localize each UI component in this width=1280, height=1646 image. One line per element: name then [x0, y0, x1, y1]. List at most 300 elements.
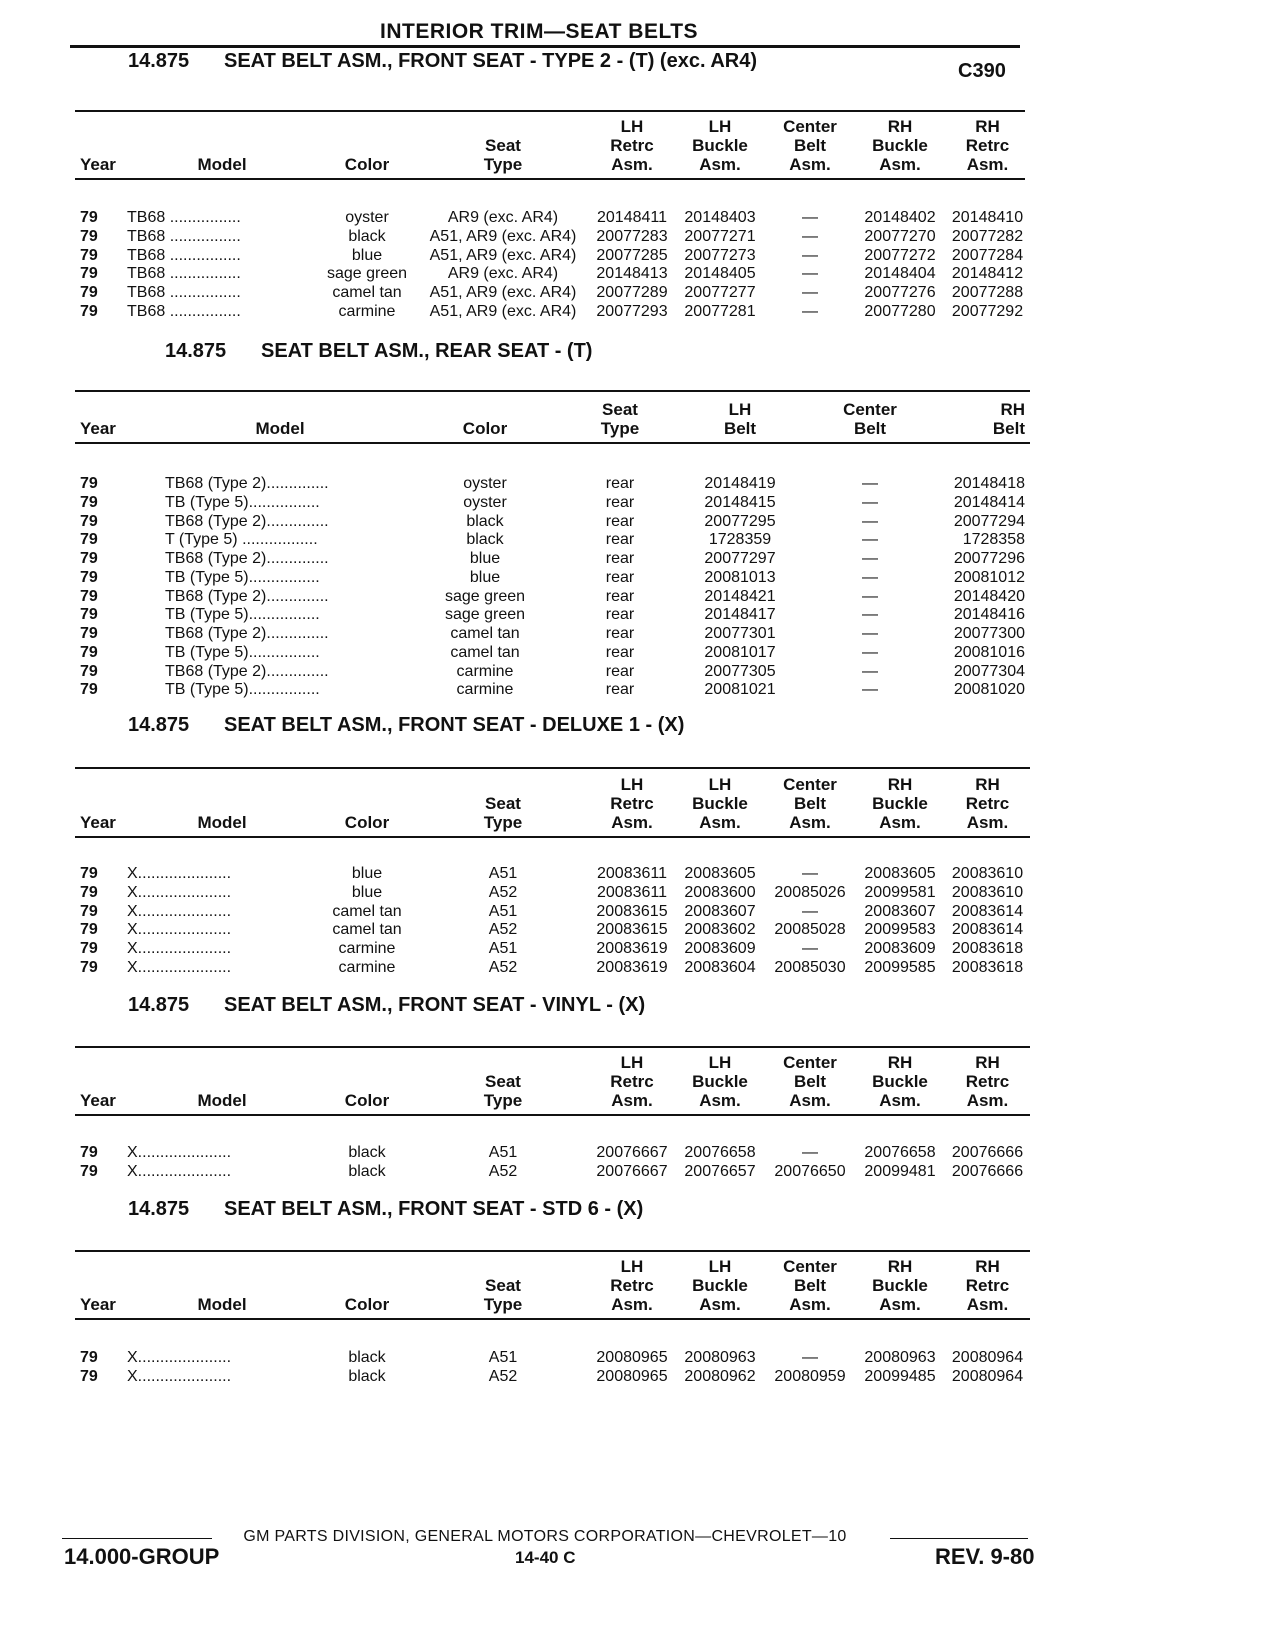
table-cell: AR9 (exc. AR4): [447, 209, 559, 226]
year-cell: 79: [80, 209, 98, 226]
table-cell: rear: [605, 644, 635, 661]
table-cell: rear: [605, 606, 635, 623]
column-header: Color: [344, 813, 390, 832]
table-cell: 20081017: [704, 644, 776, 661]
year-cell: 79: [80, 475, 98, 492]
table-cell: —: [802, 903, 818, 920]
table-cell: 20099581: [864, 884, 936, 901]
table-cell: rear: [605, 494, 635, 511]
table-cell: 20148416: [953, 606, 1025, 623]
table-row: [0, 902, 1280, 921]
table-row: [0, 605, 1280, 624]
model-cell: TB68 ................: [127, 247, 241, 264]
table-cell: 20083610: [951, 884, 1024, 901]
year-cell: 79: [80, 265, 98, 282]
table-row: [0, 864, 1280, 883]
table-cell: —: [802, 865, 818, 882]
header-bottom-rule: [75, 178, 1025, 180]
year-cell: 79: [80, 884, 98, 901]
table-cell: 20077294: [953, 513, 1025, 530]
column-header: LH Buckle Asm.: [692, 775, 748, 832]
table-cell: rear: [605, 550, 635, 567]
section-title: SEAT BELT ASM., FRONT SEAT - DELUXE 1 - (X): [224, 714, 685, 736]
table-cell: 20148412: [951, 265, 1024, 282]
table-cell: 20148417: [704, 606, 776, 623]
year-cell: 79: [80, 228, 98, 245]
table-row: [0, 1162, 1280, 1181]
table-cell: —: [862, 606, 878, 623]
table-cell: A52: [488, 959, 518, 976]
table-row: [0, 568, 1280, 587]
table-cell: 20077273: [684, 247, 756, 264]
year-cell: 79: [80, 1163, 98, 1180]
column-header: Seat Type: [483, 794, 523, 832]
table-cell: —: [802, 940, 818, 957]
column-header: Year: [80, 813, 116, 832]
table-cell: rear: [605, 513, 635, 530]
table-cell: 20080965: [596, 1368, 668, 1385]
table-cell: 20083605: [684, 865, 756, 882]
table-cell: 20077282: [951, 228, 1024, 245]
model-cell: TB (Type 5)................: [165, 606, 320, 623]
model-cell: TB68 (Type 2)..............: [165, 475, 329, 492]
table-row: [0, 493, 1280, 512]
table-row: [0, 1367, 1280, 1386]
year-cell: 79: [80, 865, 98, 882]
table-cell: 20077305: [704, 663, 776, 680]
table-cell: 20077296: [953, 550, 1025, 567]
model-cell: X.....................: [127, 959, 232, 976]
table-cell: A51, AR9 (exc. AR4): [429, 228, 577, 245]
footer-rule-right: [890, 1538, 1028, 1539]
table-cell: —: [862, 625, 878, 642]
table-cell: AR9 (exc. AR4): [447, 265, 559, 282]
table-row: [0, 474, 1280, 493]
table-cell: 20080965: [596, 1349, 668, 1366]
section-title: SEAT BELT ASM., FRONT SEAT - VINYL - (X): [224, 994, 646, 1016]
table-cell: 20080964: [951, 1349, 1024, 1366]
column-header: LH Retrc Asm.: [610, 1257, 654, 1314]
table-cell: 20083615: [596, 921, 668, 938]
table-cell: —: [802, 247, 818, 264]
column-header: Model: [197, 1091, 247, 1110]
model-cell: X.....................: [127, 940, 232, 957]
table-cell: rear: [605, 531, 635, 548]
section-number: 14.875: [128, 994, 190, 1016]
table-cell: 20099585: [864, 959, 936, 976]
year-cell: 79: [80, 569, 98, 586]
table-cell: 20077292: [951, 303, 1024, 320]
column-header: RH Retrc Asm.: [965, 1257, 1010, 1314]
table-cell: 20076658: [864, 1144, 936, 1161]
year-cell: 79: [80, 1144, 98, 1161]
table-top-rule: [75, 1046, 1030, 1048]
column-header: Center Belt: [843, 400, 897, 438]
column-header: Center Belt Asm.: [783, 117, 837, 174]
table-row: [0, 302, 1280, 321]
section-title: SEAT BELT ASM., FRONT SEAT - STD 6 - (X): [224, 1198, 644, 1220]
column-header: Model: [255, 419, 305, 438]
table-cell: 20083607: [684, 903, 756, 920]
column-header: Color: [462, 419, 508, 438]
table-cell: —: [862, 550, 878, 567]
table-cell: 20083607: [864, 903, 936, 920]
column-header: Center Belt Asm.: [783, 1053, 837, 1110]
column-header: Seat Type: [483, 1276, 523, 1314]
model-cell: TB68 ................: [127, 265, 241, 282]
table-top-rule: [75, 767, 1030, 769]
table-cell: blue: [469, 550, 501, 567]
year-cell: 79: [80, 625, 98, 642]
table-cell: carmine: [456, 681, 514, 698]
table-cell: carmine: [338, 959, 396, 976]
table-cell: black: [348, 1144, 386, 1161]
column-header: Color: [344, 1091, 390, 1110]
column-header: Seat Type: [483, 1072, 523, 1110]
table-cell: —: [862, 588, 878, 605]
table-cell: —: [802, 228, 818, 245]
table-cell: —: [862, 494, 878, 511]
table-row: [0, 662, 1280, 681]
column-header: Year: [80, 155, 116, 174]
table-row: [0, 958, 1280, 977]
page-title: INTERIOR TRIM—SEAT BELTS: [380, 20, 699, 43]
table-cell: —: [802, 1349, 818, 1366]
header-bottom-rule: [75, 836, 1030, 838]
catalog-code: C390: [958, 60, 1006, 82]
table-cell: rear: [605, 625, 635, 642]
table-cell: oyster: [463, 494, 507, 511]
group-label: 14.000-GROUP: [64, 1544, 220, 1569]
table-cell: 20077288: [951, 284, 1024, 301]
table-cell: 20148410: [951, 209, 1024, 226]
table-cell: 20083602: [684, 921, 756, 938]
column-header: LH Buckle Asm.: [692, 117, 748, 174]
table-cell: A51: [488, 903, 518, 920]
table-cell: 20085030: [774, 959, 846, 976]
model-cell: X.....................: [127, 884, 232, 901]
table-cell: sage green: [326, 265, 408, 282]
table-cell: A51, AR9 (exc. AR4): [429, 284, 577, 301]
model-cell: X.....................: [127, 1163, 232, 1180]
table-cell: 20148413: [596, 265, 668, 282]
footer-line: GM PARTS DIVISION, GENERAL MOTORS CORPORATION—CHEVROLET—10: [243, 1528, 847, 1545]
column-header: RH Belt: [992, 400, 1025, 438]
table-row: [0, 530, 1280, 549]
table-cell: A52: [488, 1368, 518, 1385]
table-cell: 20077285: [596, 247, 668, 264]
table-cell: A51: [488, 1349, 518, 1366]
table-cell: A51: [488, 1144, 518, 1161]
table-cell: 20081020: [953, 681, 1025, 698]
table-cell: 20148403: [684, 209, 756, 226]
table-cell: —: [802, 1144, 818, 1161]
table-cell: A52: [488, 884, 518, 901]
section-number: 14.875: [128, 50, 190, 72]
section-heading: [165, 340, 592, 363]
model-cell: X.....................: [127, 921, 232, 938]
table-cell: —: [802, 209, 818, 226]
year-cell: 79: [80, 1349, 98, 1366]
table-cell: black: [348, 1163, 386, 1180]
table-cell: 20077297: [704, 550, 776, 567]
table-cell: 20076667: [596, 1144, 668, 1161]
column-header: Center Belt Asm.: [783, 1257, 837, 1314]
header-bottom-rule: [75, 442, 1030, 444]
table-cell: black: [466, 531, 504, 548]
table-cell: camel tan: [450, 644, 520, 661]
table-cell: blue: [351, 247, 383, 264]
table-cell: 20148419: [704, 475, 776, 492]
table-cell: 20083614: [951, 903, 1024, 920]
table-cell: 20077271: [684, 228, 756, 245]
year-cell: 79: [80, 959, 98, 976]
table-row: [0, 920, 1280, 939]
table-row: [0, 208, 1280, 227]
table-cell: 20077293: [596, 303, 668, 320]
table-top-rule: [75, 1250, 1030, 1252]
table-cell: 1728358: [962, 531, 1025, 548]
table-row: [0, 227, 1280, 246]
table-cell: rear: [605, 588, 635, 605]
table-cell: 20080964: [951, 1368, 1024, 1385]
table-cell: 20083615: [596, 903, 668, 920]
table-cell: 20083609: [684, 940, 756, 957]
table-cell: 20085026: [774, 884, 846, 901]
table-cell: oyster: [463, 475, 507, 492]
table-cell: 20083611: [597, 884, 667, 901]
table-cell: 20080962: [684, 1368, 756, 1385]
table-cell: 20083619: [596, 940, 668, 957]
table-cell: 20148405: [684, 265, 756, 282]
table-cell: 20077304: [953, 663, 1025, 680]
column-header: RH Buckle Asm.: [872, 1257, 928, 1314]
table-cell: 20076667: [596, 1163, 668, 1180]
table-cell: 20083605: [864, 865, 936, 882]
table-cell: sage green: [444, 606, 526, 623]
table-cell: 20083618: [951, 959, 1024, 976]
column-header: Year: [80, 1295, 116, 1314]
table-row: [0, 939, 1280, 958]
table-top-rule: [75, 110, 1025, 112]
model-cell: TB68 (Type 2)..............: [165, 513, 329, 530]
year-cell: 79: [80, 531, 98, 548]
table-cell: 20099481: [864, 1163, 936, 1180]
model-cell: TB (Type 5)................: [165, 494, 320, 511]
table-cell: —: [802, 303, 818, 320]
table-cell: carmine: [456, 663, 514, 680]
header-bottom-rule: [75, 1318, 1030, 1320]
model-cell: T (Type 5) .................: [165, 531, 318, 548]
section-number: 14.875: [128, 714, 190, 736]
table-cell: 20148418: [953, 475, 1025, 492]
year-cell: 79: [80, 247, 98, 264]
table-cell: carmine: [338, 940, 396, 957]
column-header: Color: [344, 155, 390, 174]
model-cell: X.....................: [127, 903, 232, 920]
table-cell: carmine: [338, 303, 396, 320]
table-cell: 20083611: [597, 865, 667, 882]
table-cell: black: [348, 1349, 386, 1366]
section-title: SEAT BELT ASM., FRONT SEAT - TYPE 2 - (T) (exc. AR4): [224, 50, 757, 72]
year-cell: 79: [80, 303, 98, 320]
table-cell: 20077277: [684, 284, 756, 301]
model-cell: TB (Type 5)................: [165, 681, 320, 698]
table-row: [0, 1143, 1280, 1162]
table-cell: 20083604: [684, 959, 756, 976]
table-cell: blue: [351, 884, 383, 901]
column-header: RH Retrc Asm.: [965, 117, 1010, 174]
table-row: [0, 1348, 1280, 1367]
column-header: LH Buckle Asm.: [692, 1257, 748, 1314]
table-cell: blue: [351, 865, 383, 882]
year-cell: 79: [80, 903, 98, 920]
column-header: LH Retrc Asm.: [610, 775, 654, 832]
table-cell: rear: [605, 475, 635, 492]
table-cell: 20148402: [864, 209, 936, 226]
table-cell: —: [862, 475, 878, 492]
table-cell: 1728359: [708, 531, 772, 548]
table-cell: camel tan: [332, 921, 402, 938]
table-row: [0, 624, 1280, 643]
table-row: [0, 643, 1280, 662]
section-heading: [128, 994, 645, 1017]
year-cell: 79: [80, 606, 98, 623]
table-cell: 20083619: [596, 959, 668, 976]
table-cell: camel tan: [332, 284, 402, 301]
model-cell: TB68 (Type 2)..............: [165, 588, 329, 605]
table-cell: 20081013: [704, 569, 776, 586]
column-header: LH Retrc Asm.: [610, 1053, 654, 1110]
table-cell: 20077270: [864, 228, 936, 245]
column-header: RH Buckle Asm.: [872, 1053, 928, 1110]
table-cell: 20083610: [951, 865, 1024, 882]
table-cell: 20076666: [951, 1163, 1024, 1180]
table-row: [0, 264, 1280, 283]
table-cell: 20148420: [953, 588, 1025, 605]
table-cell: A51, AR9 (exc. AR4): [429, 247, 577, 264]
table-cell: A51: [488, 865, 518, 882]
year-cell: 79: [80, 921, 98, 938]
table-cell: black: [348, 1368, 386, 1385]
table-cell: 20083609: [864, 940, 936, 957]
table-row: [0, 512, 1280, 531]
table-cell: 20148421: [704, 588, 776, 605]
model-cell: X.....................: [127, 1144, 232, 1161]
column-header: LH Retrc Asm.: [610, 117, 654, 174]
table-cell: 20077276: [864, 284, 936, 301]
table-cell: A52: [488, 921, 518, 938]
year-cell: 79: [80, 663, 98, 680]
table-cell: —: [862, 569, 878, 586]
model-cell: TB68 (Type 2)..............: [165, 663, 329, 680]
table-cell: —: [862, 531, 878, 548]
table-cell: 20085028: [774, 921, 846, 938]
table-cell: 20077295: [704, 513, 776, 530]
column-header: Color: [344, 1295, 390, 1314]
table-cell: rear: [605, 569, 635, 586]
table-cell: 20148411: [597, 209, 667, 226]
table-cell: 20077280: [864, 303, 936, 320]
table-cell: 20148415: [704, 494, 776, 511]
table-row: [0, 680, 1280, 699]
column-header: Center Belt Asm.: [783, 775, 837, 832]
table-cell: —: [802, 284, 818, 301]
table-cell: camel tan: [332, 903, 402, 920]
table-cell: 20083600: [684, 884, 756, 901]
table-cell: —: [802, 265, 818, 282]
table-cell: 20081021: [704, 681, 776, 698]
table-row: [0, 246, 1280, 265]
table-cell: 20080959: [774, 1368, 846, 1385]
table-cell: 20080963: [864, 1349, 936, 1366]
model-cell: TB (Type 5)................: [165, 569, 320, 586]
table-cell: camel tan: [450, 625, 520, 642]
table-cell: 20080963: [684, 1349, 756, 1366]
column-header: LH Buckle Asm.: [692, 1053, 748, 1110]
model-cell: TB68 ................: [127, 228, 241, 245]
column-header: Model: [197, 813, 247, 832]
table-cell: oyster: [345, 209, 389, 226]
table-cell: blue: [469, 569, 501, 586]
model-cell: X.....................: [127, 1368, 232, 1385]
table-cell: A52: [488, 1163, 518, 1180]
table-cell: —: [862, 644, 878, 661]
table-cell: 20076658: [684, 1144, 756, 1161]
column-header: LH Belt: [723, 400, 757, 438]
table-cell: 20148404: [864, 265, 936, 282]
table-row: [0, 283, 1280, 302]
year-cell: 79: [80, 513, 98, 530]
model-cell: TB68 ................: [127, 284, 241, 301]
table-cell: 20083618: [951, 940, 1024, 957]
column-header: Seat Type: [600, 400, 640, 438]
table-cell: 20077289: [596, 284, 668, 301]
model-cell: X.....................: [127, 1349, 232, 1366]
table-cell: rear: [605, 663, 635, 680]
section-heading: [128, 50, 757, 73]
table-cell: 20076657: [684, 1163, 756, 1180]
table-cell: 20077301: [704, 625, 776, 642]
section-number: 14.875: [128, 1198, 190, 1220]
page-number: 14-40 C: [515, 1548, 576, 1567]
table-cell: black: [348, 228, 386, 245]
model-cell: TB (Type 5)................: [165, 644, 320, 661]
section-title: SEAT BELT ASM., REAR SEAT - (T): [261, 340, 593, 362]
table-cell: sage green: [444, 588, 526, 605]
table-cell: 20077284: [951, 247, 1024, 264]
year-cell: 79: [80, 681, 98, 698]
column-header: RH Retrc Asm.: [965, 1053, 1010, 1110]
table-cell: —: [862, 513, 878, 530]
table-cell: 20081016: [953, 644, 1025, 661]
table-cell: 20148414: [953, 494, 1025, 511]
top-rule: [70, 45, 1020, 48]
table-top-rule: [75, 390, 1030, 392]
table-cell: A51: [488, 940, 518, 957]
year-cell: 79: [80, 588, 98, 605]
table-cell: 20077281: [684, 303, 756, 320]
table-cell: 20077300: [953, 625, 1025, 642]
table-cell: 20083614: [951, 921, 1024, 938]
model-cell: X.....................: [127, 865, 232, 882]
section-heading: [128, 714, 684, 737]
table-cell: 20099485: [864, 1368, 936, 1385]
table-cell: —: [862, 663, 878, 680]
column-header: RH Retrc Asm.: [965, 775, 1010, 832]
section-number: 14.875: [165, 340, 227, 362]
model-cell: TB68 (Type 2)..............: [165, 550, 329, 567]
